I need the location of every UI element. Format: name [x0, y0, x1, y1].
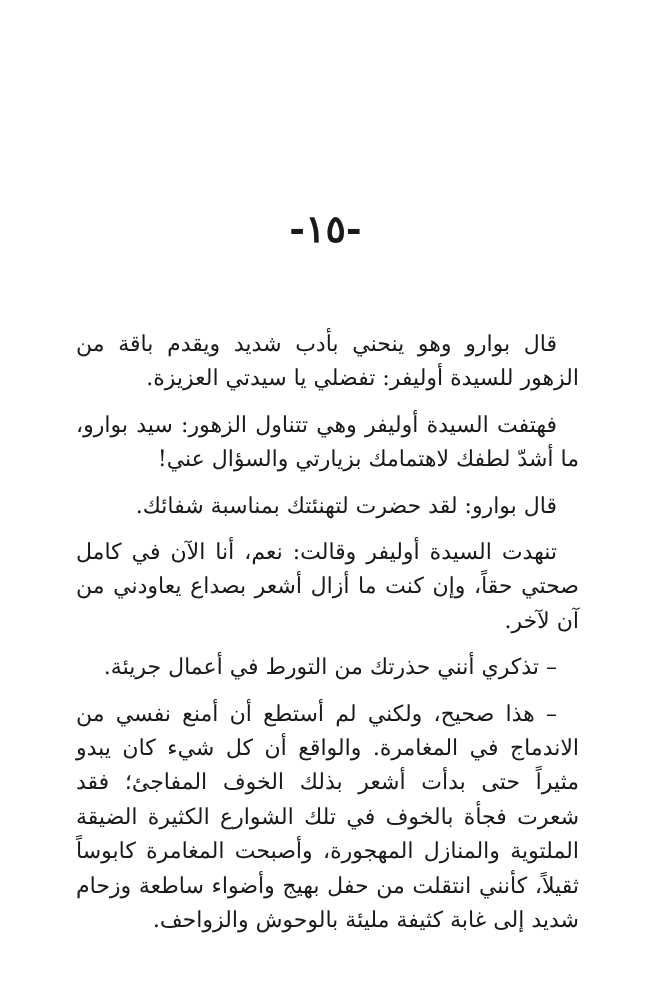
- paragraph-2: فهتفت السيدة أوليفر وهي تتناول الزهور: سيد بوارو، ما أشدّ لطفك لاهتمامك بزيارتي والسؤال عني!: [76, 412, 579, 473]
- paragraph-1: قال بوارو وهو ينحني بأدب شديد ويقدم باقة من الزهور للسيدة أوليفر: تفضلي يا سيدتي العزيزة.: [76, 332, 579, 392]
- chapter-body: [76, 328, 579, 951]
- paragraph-6: – هذا صحيح، ولكني لم أستطع أن أمنع نفسي من الاندماج في المغامرة. والواقع أن كل شيء كان يبدو مثيراً حتى بدأت أشعر بذلك الخوف المفاجئ؛ فقد شعرت فجأة بالخوف في تلك الشوارع الكثيرة الضيقة الملتوية والمنازل المهجورة، وأصبحت المغامرة كابوساً ثقيلاً، كأنني انتقلت من حفل بهيج وأضواء ساطعة وزحام شديد إلى غابة كثيفة مليئة بالوحوش والزواحف.: [76, 701, 579, 934]
- chapter-number: -١٥-: [289, 206, 362, 251]
- paragraph-4: تنهدت السيدة أوليفر وقالت: نعم، أنا الآن في كامل صحتي حقاً، وإن كنت ما أزال أشعر بصداع يعاودني من آن لآخر.: [76, 540, 579, 634]
- paragraph-3: قال بوارو: لقد حضرت لتهنئتك بمناسبة شفائك.: [135, 493, 557, 519]
- paragraph-5: – تذكري أنني حذرتك من التورط في أعمال جريئة.: [103, 655, 557, 681]
